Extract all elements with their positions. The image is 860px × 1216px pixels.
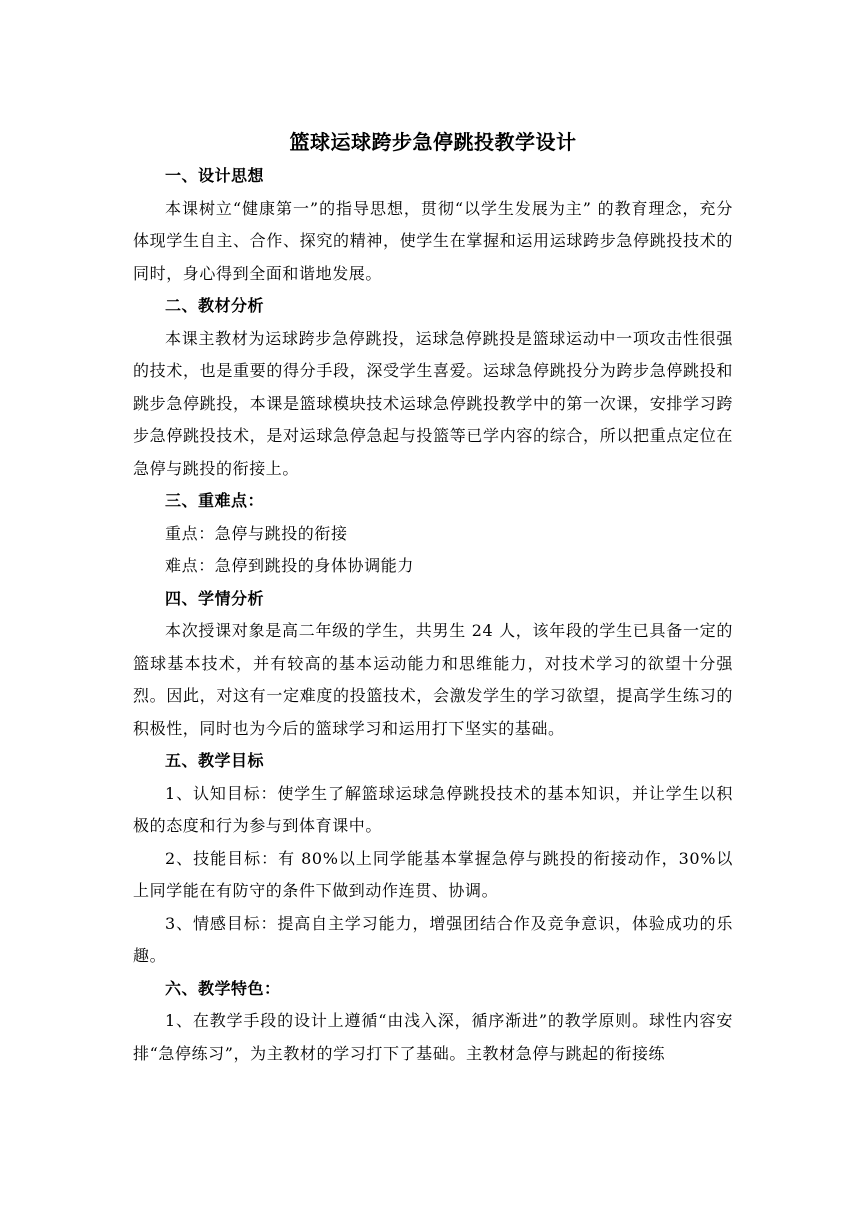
key-point-line: 重点：急停与跳投的衔接 <box>165 523 348 543</box>
document-body <box>133 124 733 1070</box>
section-teaching-objectives <box>133 745 733 973</box>
objective-cognitive: 1、认知目标：使学生了解篮球运球急停跳投技术的基本知识，并让学生以积极的态度和行为参与到体育课中。 <box>133 783 733 835</box>
objective-skill: 2、技能目标：有 80%以上同学能基本掌握急停与跳投的衔接动作，30%以上同学能在有防守的条件下做到动作连贯、协调。 <box>133 848 733 900</box>
section-student-analysis <box>133 583 733 746</box>
section-paragraph: 1、在教学手段的设计上遵循“由浅入深，循序渐进”的教学原则。球性内容安排“急停练习”，为主教材的学习打下了基础。主教材急停与跳起的衔接练 <box>133 1011 733 1063</box>
objective-emotional: 3、情感目标：提高自主学习能力，增强团结合作及竞争意识，体验成功的乐趣。 <box>133 913 733 965</box>
section-heading: 二、教材分析 <box>165 296 265 315</box>
section-material-analysis <box>133 290 733 485</box>
section-heading: 五、教学目标 <box>165 751 265 770</box>
section-teaching-features <box>133 973 733 1071</box>
section-heading: 六、教学特色： <box>165 978 281 998</box>
section-paragraph: 本课主教材为运球跨步急停跳投，运球急停跳投是篮球运动中一项攻击性很强的技术，也是重要的得分手段，深受学生喜爱。运球急停跳投分为跨步急停跳投和跳步急停跳投，本课是篮球模块技术运球急停跳投教学中的第一次课，安排学习跨步急停跳投技术，是对运球急停急起与投篮等已学内容的综合，所以把重点定位在急停与跳投的衔接上。 <box>133 328 733 478</box>
section-key-difficult-points <box>133 485 733 583</box>
section-heading: 四、学情分析 <box>165 588 265 608</box>
difficult-point-line: 难点：急停到跳投的身体协调能力 <box>165 556 415 575</box>
section-paragraph: 本课树立“健康第一”的指导思想，贯彻“以学生发展为主” 的教育理念，充分体现学生自主、合作、探究的精神，使学生在掌握和运用运球跨步急停跳投技术的同时，身心得到全面和谐地发展。 <box>133 198 733 283</box>
section-heading: 一、设计思想 <box>165 166 265 185</box>
document-title: 篮球运球跨步急停跳投教学设计 <box>289 130 577 154</box>
section-heading: 三、重难点： <box>165 491 265 510</box>
section-paragraph: 本次授课对象是高二年级的学生，共男生 24 人，该年段的学生已具备一定的篮球基本技术，并有较高的基本运动能力和思维能力，对技术学习的欲望十分强烈。因此，对这有一定难度的投篮技术，会激发学生的学习欲望，提高学生练习的积极性，同时也为今后的篮球学习和运用打下坚实的基础。 <box>133 621 733 738</box>
section-design-idea <box>133 160 733 290</box>
